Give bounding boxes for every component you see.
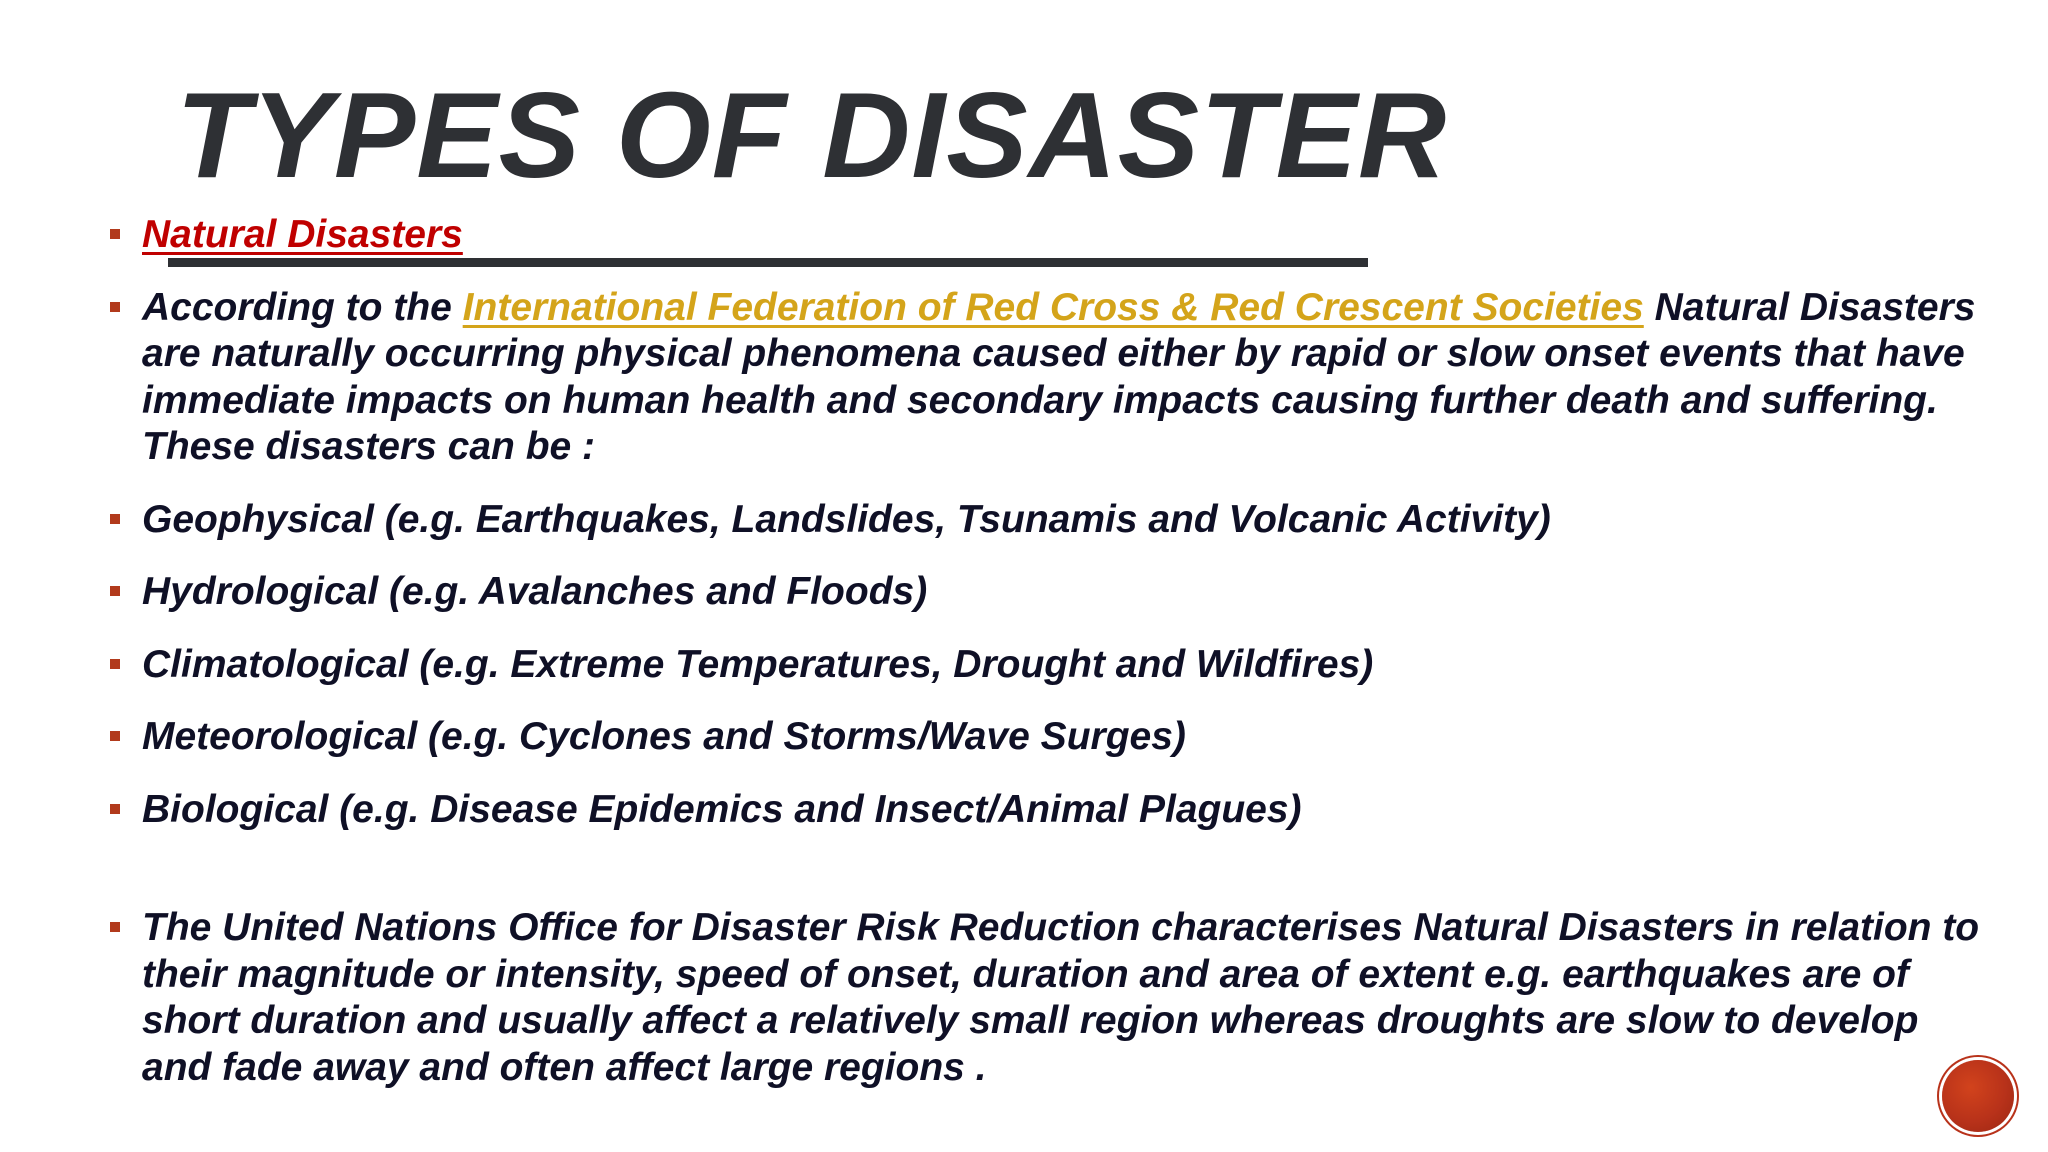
bullet-marker-icon (110, 586, 120, 596)
bullet-geophysical (110, 497, 1990, 544)
circle-button-icon[interactable] (1942, 1060, 2014, 1132)
bullet-climatological (110, 642, 1990, 689)
bullet-marker-icon (110, 302, 120, 312)
bullet-biological (110, 787, 1990, 834)
geophysical-text: Geophysical (e.g. Earthquakes, Landslides, Tsunamis and Volcanic Activity) (142, 497, 1551, 541)
bullet-hydrological (110, 569, 1990, 616)
bullet-marker-icon (110, 514, 120, 524)
bullet-meteorological (110, 714, 1990, 761)
bullet-natural-disasters (110, 212, 1990, 259)
bullet-marker-icon (110, 229, 120, 239)
natural-disasters-link[interactable]: Natural Disasters (142, 213, 463, 256)
meteorological-text: Meteorological (e.g. Cyclones and Storms/Wave Surges) (142, 715, 1186, 758)
undrr-text: The United Nations Office for Disaster Risk Reduction characterises Natural Disasters in relation to their magnitude or intensity, speed of onset, duration and area of extent e.g. earthquakes are of short duration and usually affect a relatively small region whereas droughts are slow to develop and fade away and often affect large regions . (142, 906, 1980, 1089)
bullet-marker-icon (110, 731, 120, 741)
ifrc-link[interactable]: International Federation of Red Cross & Red Crescent Societies (462, 285, 1644, 329)
biological-text: Biological (e.g. Disease Epidemics and Insect/Animal Plagues) (142, 787, 1302, 831)
bullet-marker-icon (110, 922, 120, 932)
bullet-marker-icon (110, 659, 120, 669)
bullet-undrr (110, 905, 1990, 1091)
title-area (168, 67, 1448, 203)
bullet-list (110, 212, 1990, 1091)
ifrc-definition-text: Natural Disasters are naturally occurring physical phenomena caused either by rapid or slow onset events that have immediate impacts on human health and secondary impacts causing further death and suffering. These disasters can be : (142, 285, 1976, 468)
bullet-ifrc-definition (110, 285, 1990, 471)
bullet-marker-icon (110, 804, 120, 814)
slide-title: TYPES OF DISASTER (176, 67, 1448, 203)
ifrc-intro-text: According to the (142, 285, 463, 329)
climatological-text: Climatological (e.g. Extreme Temperatures, Drought and Wildfires) (142, 642, 1374, 686)
hydrological-text: Hydrological (e.g. Avalanches and Floods) (142, 570, 928, 613)
